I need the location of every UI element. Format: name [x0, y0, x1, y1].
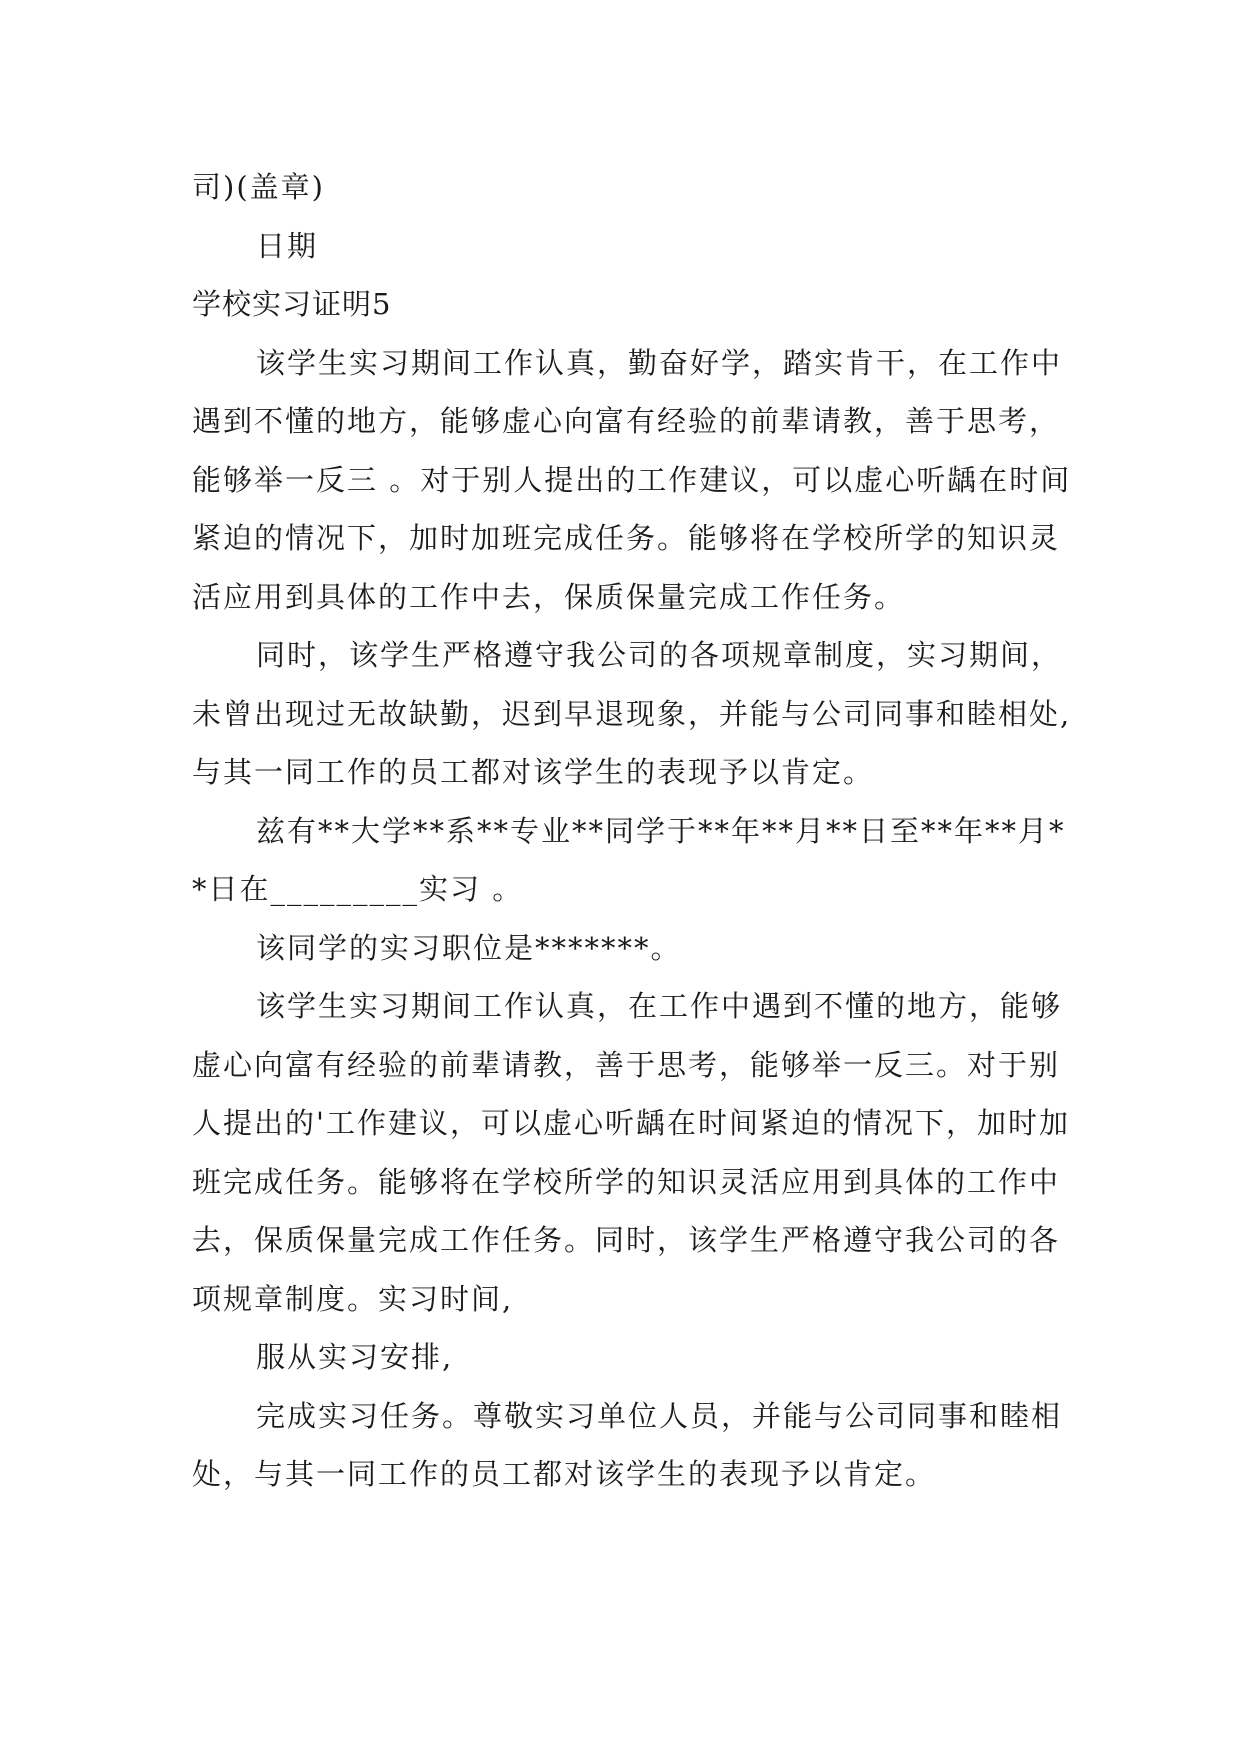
section-title: 学校实习证明5 [192, 287, 392, 321]
paragraph-work-attitude: 该学生实习期间工作认真，勤奋好学，踏实肯干，在工作中遇到不懂的地方，能够虚心向富有经验的前辈请教，善于思考，能够举一反三 。对于别人提出的工作建议，可以虚心听龋在时间紧迫的情况下，加时加班完成任务。能够将在学校所学的知识灵活应用到具体的工作中去，保质保量完成工作任务。 [192, 345, 1072, 614]
paragraph-date: 日期 [256, 228, 319, 263]
paragraph-seal-line: 司)(盖章) [192, 170, 325, 204]
paragraph-evaluation: 该学生实习期间工作认真，在工作中遇到不懂的地方，能够虚心向富有经验的前辈请教，善于思考，能够举一反三。对于别人提出的'工作建议，可以虚心听龋在时间紧迫的情况下，加时加班完成任务。能够将在学校所学的知识灵活应用到具体的工作中去，保质保量完成工作任务。同时，该学生严格遵守我公司的各项规章制度。实习时间, [192, 989, 1070, 1316]
paragraph-obey-arrangement: 服从实习安排, [256, 1340, 454, 1374]
paragraph-rules-compliance: 同时，该学生严格遵守我公司的各项规章制度，实习期间，未曾出现过无故缺勤，迟到早退现象，并能与公司同事和睦相处,与其一同工作的员工都对该学生的表现予以肯定。 [192, 638, 1072, 789]
paragraph-internship-position: 该同学的实习职位是*******。 [256, 930, 682, 965]
paragraph-complete-tasks: 完成实习任务。尊敬实习单位人员，并能与公司同事和睦相处，与其一同工作的员工都对该学生的表现予以肯定。 [192, 1398, 1063, 1491]
paragraph-internship-statement: 兹有**大学**系**专业**同学于**年**月**日至**年**月**日在_________实习 。 [192, 813, 1066, 906]
document-body [192, 158, 1072, 1504]
